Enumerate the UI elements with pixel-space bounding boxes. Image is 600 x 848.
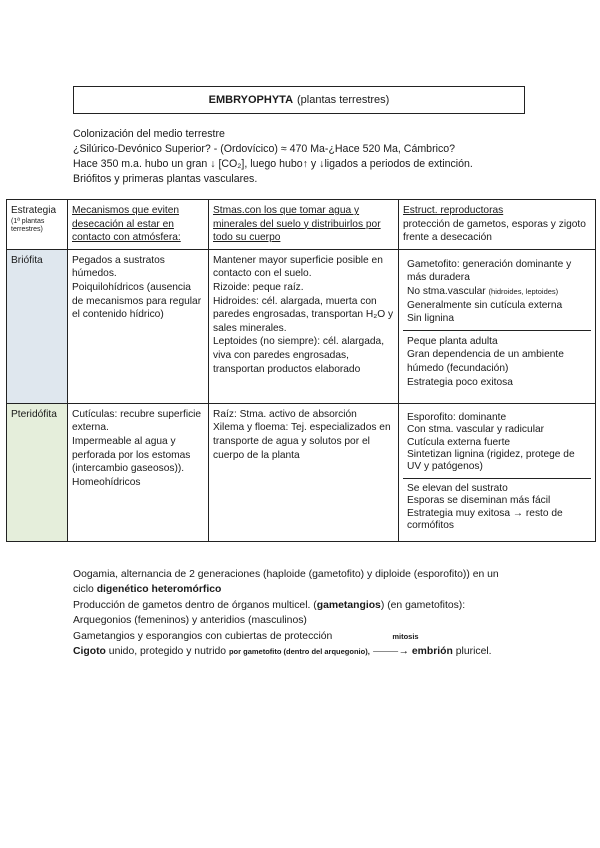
briofita-repro-bottom: Peque planta adulta Gran dependencia de un ambiente húmedo (fecundación) Estrategia poco exitosa [403,330,591,393]
footer-line: Oogamia, alternancia de 2 generaciones (haploide (gametofito) y diploide (esporofito)) en un [73,569,499,580]
table-row-pteridofita [7,403,596,541]
pteridofita-reproductive [399,403,596,541]
mitosis-label: mitosis [392,631,419,641]
header-mechanisms: Mecanismos que eviten desecación al estar en contacto con atmósfera: [68,200,209,250]
strategy-table [6,199,596,542]
footer-line: Cigoto unido, protegido y nutrido por gametofito (dentro del arquegonio), ⸻→ embrión pluricel. [73,646,492,658]
row-label-briofita: Briófita [7,249,68,403]
header-structures: Stmas.con los que tomar agua y minerales del suelo y distribuirlos por todo su cuerpo [209,200,399,250]
briofita-repro-top: Gametofito: generación dominante y más duradera No stma.vascular (hidroides, leptoides) Generalmente sin cutícula externa Sin lignina [407,258,572,325]
title-box [73,86,525,114]
briofita-structures: Mantener mayor superficie posible en contacto con el suelo. Rizoide: peque raíz. Hidroides: cél. alargada, muerta con paredes engrosadas, transportan H₂O y sales minerales. Leptoides (no siempre): cél. alargada, viva con paredes engrosadas, transportan productos elaborado [209,249,399,403]
footer-line: Gametangios y esporangios con cubiertas de protección mitosis [73,630,419,642]
header-reproductive: Estruct. reproductoras protección de gametos, esporas y zigoto frente a desecación [399,200,596,250]
intro-line: Hace 350 m.a. hubo un gran ↓ [CO₂], luego hubo↑ y ↓ligados a periodos de extinción. [73,158,473,170]
row-label-pteridofita: Pteridófita [7,403,68,541]
pteridofita-mechanisms: Cutículas: recubre superficie externa. Impermeable al agua y perforada por los estomas (intercambio gaseosos)). Homeohídricos [68,403,209,541]
header-strategy-note: (1ª plantas terrestres) [11,217,45,233]
table-row-briofita [7,249,596,403]
intro-line: Briófitos y primeras plantas vasculares. [73,173,258,185]
title-sub: (plantas terrestres) [297,94,390,106]
footer-line: Arquegonios (femeninos) y anteridios (masculinos) [73,615,307,627]
footer-line: Producción de gametos dentro de órganos multicel. (gametangios) (en gametofitos): [73,599,466,611]
title-main: EMBRYOPHYTA [208,94,294,106]
footer-notes [73,567,543,659]
intro-line: ¿Silúrico-Devónico Superior? - (Ordovícico) ≈ 470 Ma-¿Hace 520 Ma, Cámbrico? [73,143,456,155]
briofita-reproductive [399,249,596,403]
table-header-row [7,200,596,250]
pteridofita-repro-bottom: Se elevan del sustrato Esporas se diseminan más fácil Estrategia muy exitosa → resto de cormófitos [403,478,591,537]
footer-line: ciclo digenético heteromórfico [73,584,222,596]
header-strategy: Estrategia (1ª plantas terrestres) [7,200,68,250]
pteridofita-structures: Raíz: Stma. activo de absorción Xilema y floema: Tej. especializados en transporte de agua y solutos por el cuerpo de la planta [209,403,399,541]
pteridofita-repro-top: Esporofito: dominante Con stma. vascular y radicular Cutícula externa fuerte Sintetizan lignina (rigidez, protege de UV y patógenos) [407,411,575,473]
intro-line: Colonización del medio terrestre [73,128,225,140]
intro-text [73,127,533,187]
briofita-mechanisms: Pegados a sustratos húmedos. Poiquilohídricos (ausencia de mecanismos para regular el contenido hídrico) [68,249,209,403]
